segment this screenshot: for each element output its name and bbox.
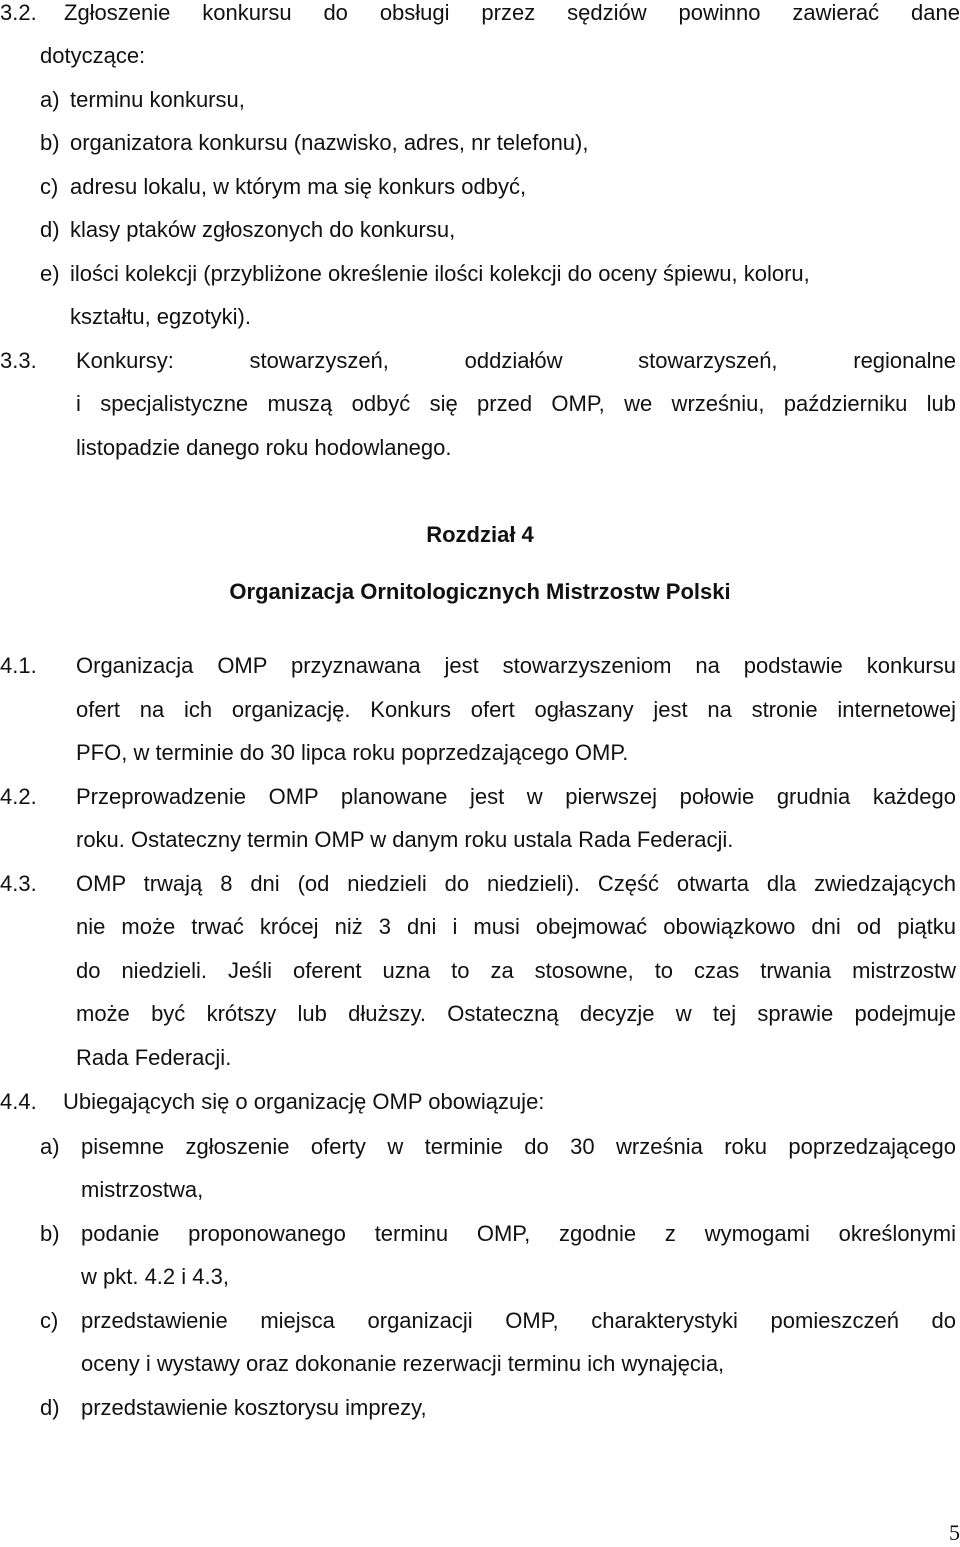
paragraph-line: dotyczące:: [40, 43, 146, 68]
list-item: podanie proponowanego terminu OMP, zgodnie z wymogami określonymi: [81, 1221, 956, 1246]
list-marker: a): [40, 1134, 60, 1159]
paragraph-line: ofert na ich organizację. Konkurs ofert ogłaszany jest na stronie internetowej: [76, 697, 956, 722]
paragraph-line: OMP trwają 8 dni (od niedzieli do niedzieli). Część otwarta dla zwiedzających: [76, 871, 956, 896]
paragraph-line: Organizacja OMP przyznawana jest stowarzyszeniom na podstawie konkursu: [76, 653, 956, 678]
paragraph-line: Zgłoszenie konkursu do obsługi przez sędziów powinno zawierać dane: [64, 0, 960, 25]
list-item: adresu lokalu, w którym ma się konkurs odbyć,: [70, 174, 527, 199]
list-marker: b): [40, 1221, 60, 1246]
list-item: organizatora konkursu (nazwisko, adres, nr telefonu),: [70, 130, 589, 155]
section-number: 4.1.: [0, 653, 37, 678]
list-item: klasy ptaków zgłoszonych do konkursu,: [70, 217, 456, 242]
list-marker: b): [40, 130, 60, 155]
list-item: pisemne zgłoszenie oferty w terminie do 30 września roku poprzedzającego: [81, 1134, 956, 1159]
list-marker: c): [40, 1308, 59, 1333]
section-number: 4.3.: [0, 871, 37, 896]
list-item-continuation: w pkt. 4.2 i 4.3,: [81, 1264, 229, 1289]
list-item: ilości kolekcji (przybliżone określenie ilości kolekcji do oceny śpiewu, koloru,: [70, 261, 810, 286]
list-marker: a): [40, 87, 60, 112]
section-number: 4.4.: [0, 1089, 37, 1114]
list-marker: e): [40, 261, 60, 286]
page-number: 5: [949, 1520, 960, 1545]
paragraph-line: Ubiegających się o organizację OMP obowiązuje:: [63, 1089, 545, 1114]
list-item-continuation: oceny i wystawy oraz dokonanie rezerwacji terminu ich wynajęcia,: [81, 1351, 725, 1376]
section-number: 3.2.: [0, 0, 37, 25]
list-item: przedstawienie miejsca organizacji OMP, charakterystyki pomieszczeń do: [81, 1308, 956, 1333]
section-number: 3.3.: [0, 348, 37, 373]
paragraph-line: Konkursy: stowarzyszeń, oddziałów stowarzyszeń, regionalne: [76, 348, 956, 373]
list-item-continuation: mistrzostwa,: [81, 1177, 204, 1202]
paragraph-line: nie może trwać krócej niż 3 dni i musi obejmować obowiązkowo dni od piątku: [76, 914, 956, 939]
list-marker: d): [40, 217, 60, 242]
list-item-continuation: kształtu, egzotyki).: [70, 304, 251, 329]
paragraph-line: PFO, w terminie do 30 lipca roku poprzedzającego OMP.: [76, 740, 629, 765]
paragraph-line: może być krótszy lub dłuższy. Ostateczną decyzje w tej sprawie podejmuje: [76, 1001, 956, 1026]
paragraph-line: roku. Ostateczny termin OMP w danym roku ustala Rada Federacji.: [76, 827, 734, 852]
list-marker: d): [40, 1395, 60, 1420]
list-item: terminu konkursu,: [70, 87, 245, 112]
paragraph-line: Przeprowadzenie OMP planowane jest w pierwszej połowie grudnia każdego: [76, 784, 956, 809]
paragraph-line: Rada Federacji.: [76, 1045, 232, 1070]
paragraph-line: listopadzie danego roku hodowlanego.: [76, 435, 452, 460]
chapter-title: Organizacja Ornitologicznych Mistrzostw Polski: [229, 579, 731, 604]
list-marker: c): [40, 174, 59, 199]
paragraph-line: do niedzieli. Jeśli oferent uzna to za stosowne, to czas trwania mistrzostw: [76, 958, 956, 983]
chapter-number: Rozdział 4: [426, 522, 534, 547]
paragraph-line: i specjalistyczne muszą odbyć się przed OMP, we wrześniu, październiku lub: [76, 391, 956, 416]
section-number: 4.2.: [0, 784, 37, 809]
list-item: przedstawienie kosztorysu imprezy,: [81, 1395, 427, 1420]
